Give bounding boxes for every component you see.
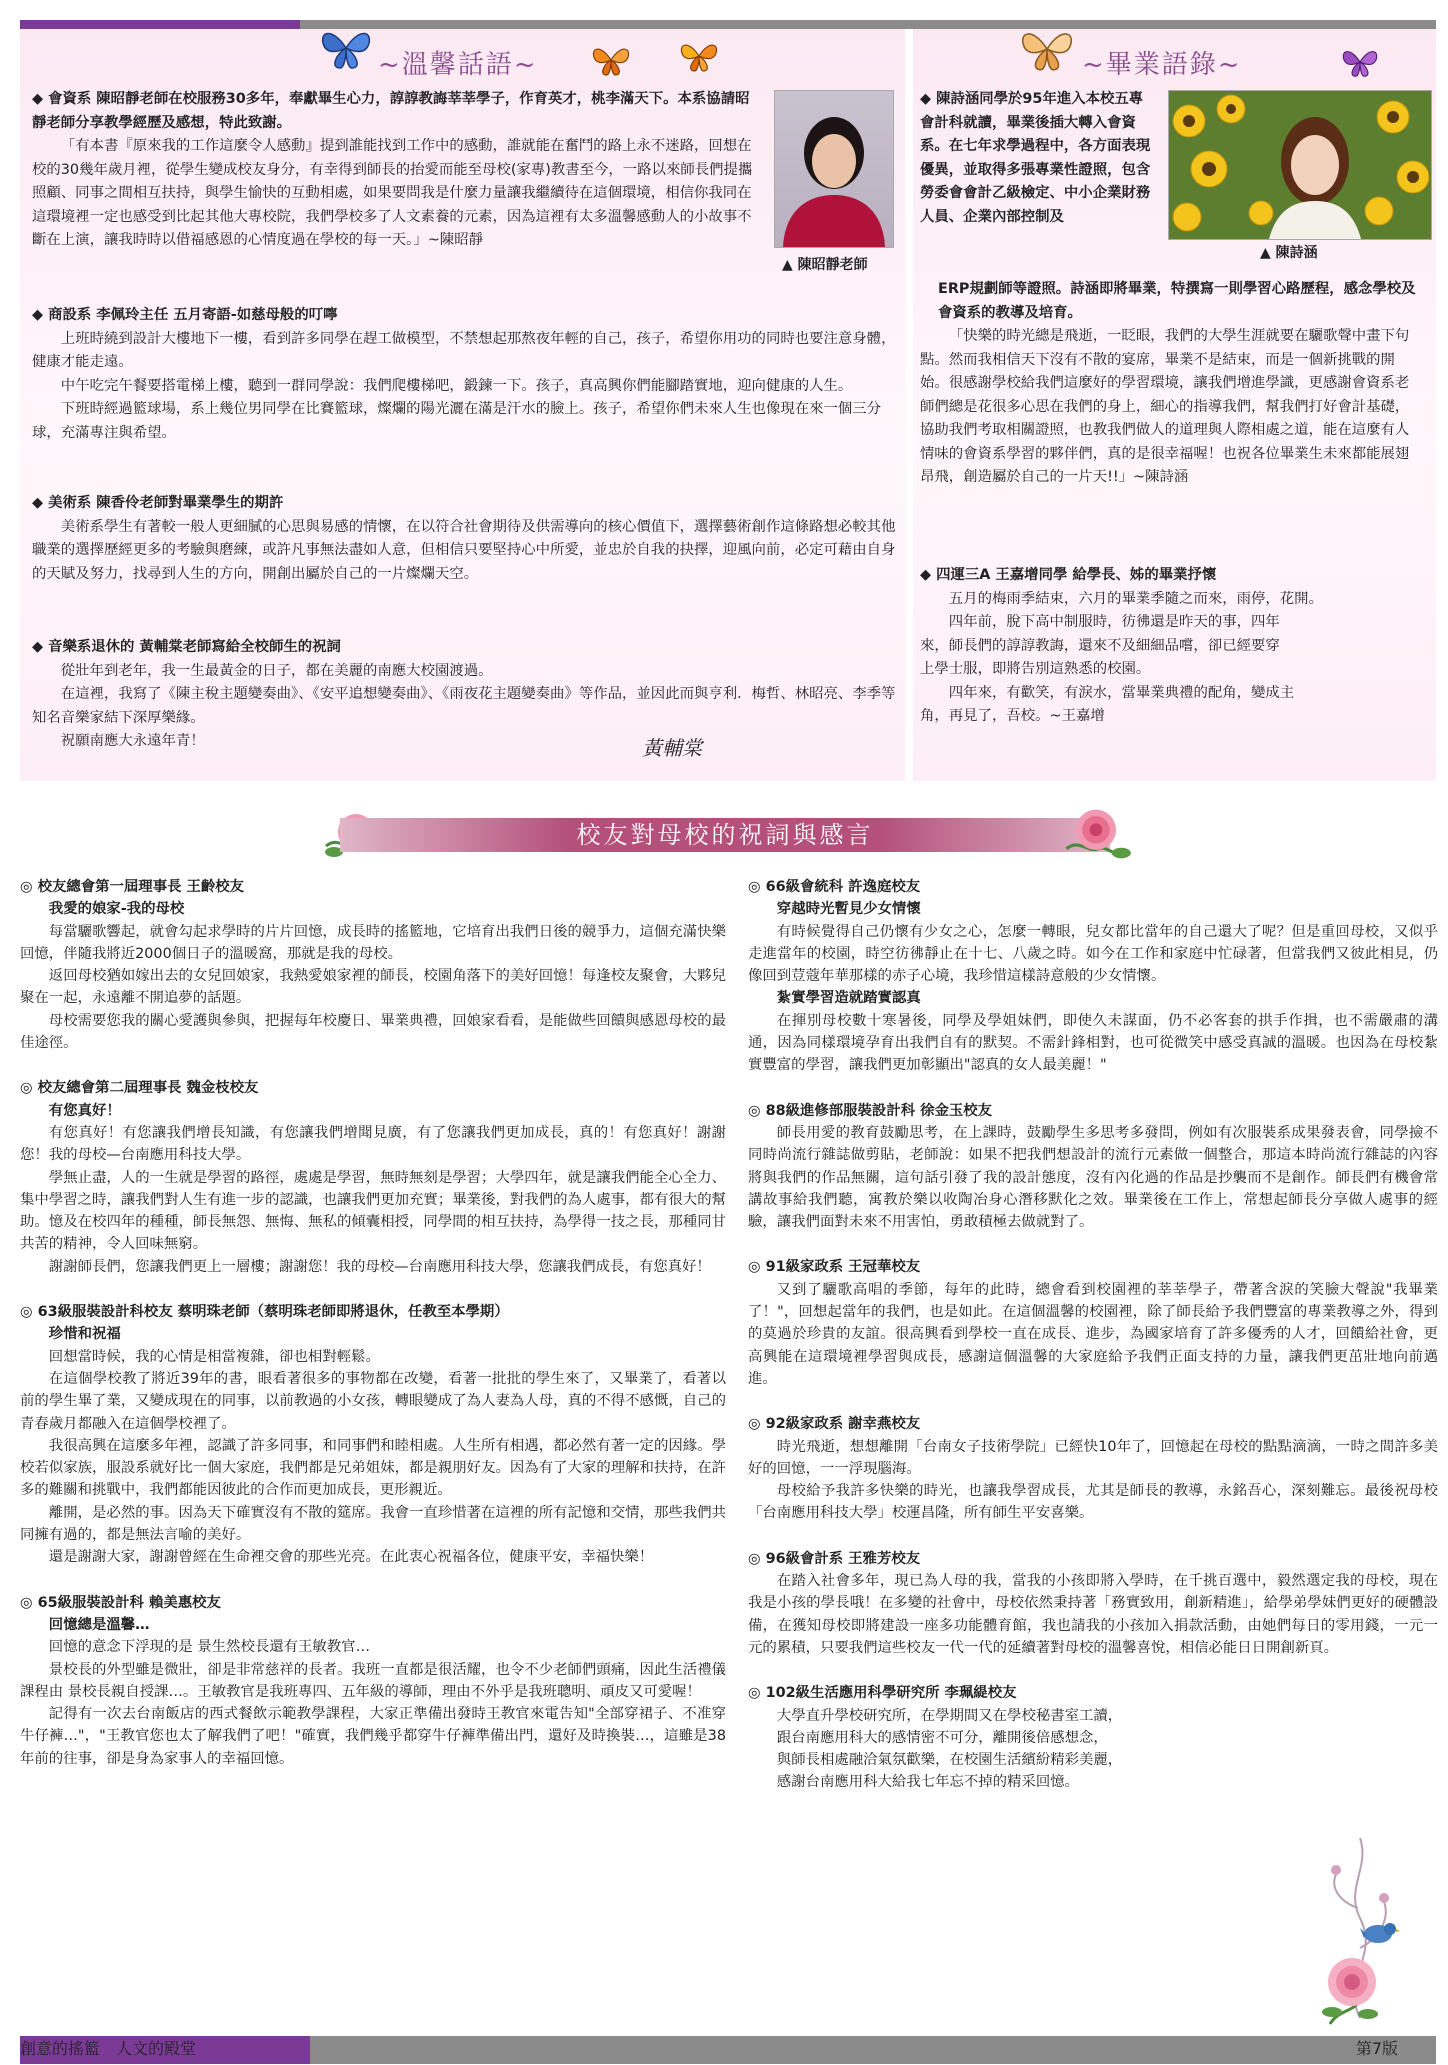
entry-body: 「有本書『原來我的工作這麼令人感動』提到誰能找到工作中的感動，誰就能在奮鬥的路上永不迷路，回想在校的30幾年歲月裡，從學生變成校友身分，有幸得到師長的抬愛而能至母校(家專)教書至今，一路以來師長們提攜照顧、同事之間相互扶持，與學生愉快的互動相處，如果要問我是什麼力量讓我繼續待在這個環境，相信你我同在這環境裡一定也感受到比起其他大專校院，我們學校多了人文素養的元素，因為這裡有太多溫馨感動人的小故事不斷在上演，讓我時時以借福感恩的心情度過在學校的每一天。」~陳昭靜 xyxy=(32,138,753,248)
warm-entry-li xyxy=(32,304,898,445)
alumni-paragraph: 景校長的外型雖是微壯，卻是非常慈祥的長者。我班一直都是很活耀，也令不少老師們頭痛，因此生活禮儀課程由 景校長親自授課…。王敏教官是我班專四、五年級的導師，理由不外乎是我班聰明、頑皮又可愛喔！ xyxy=(20,1661,726,1700)
alumni-paragraph: 還是謝謝大家，謝謝曾經在生命裡交會的那些光亮。在此衷心祝福各位，健康平安，幸福快樂！ xyxy=(48,1549,654,1566)
alumni-heading: ◎ 校友總會第二屆理事長 魏金枝校友 xyxy=(20,1080,259,1097)
alumni-line: 大學直升學校研究所，在學期間又在學校秘書室工讀， xyxy=(776,1707,1123,1724)
alumni-paragraph: 母校給予我許多快樂的時光，也讓我學習成長，尤其是師長的教導，永銘吾心，深刻難忘。最後祝母校「台南應用科技大學」校運昌隆，所有師生平安喜樂。 xyxy=(748,1483,1438,1522)
alumni-section-title: 校友對母校的祝詞與感言 xyxy=(576,821,874,849)
alumni-paragraph: 時光飛逝，想想離開「台南女子技術學院」已經快10年了，回憶起在母校的點點滴滴，一時之間許多美好的回憶，一一浮現腦海。 xyxy=(748,1438,1438,1477)
entry-paragraph: 中午吃完午餐要搭電梯上樓，聽到一群同學說：我們爬樓梯吧，鍛鍊一下。孩子，真高興你們能腳踏實地，迎向健康的人生。 xyxy=(60,377,853,394)
alumni-subtitle: 穿越時光暫見少女情懷 xyxy=(776,901,921,918)
alumni-entry xyxy=(748,1100,1438,1234)
alumni-heading: ◎ 102級生活應用科學研究所 李珮緹校友 xyxy=(748,1685,1017,1702)
entry-paragraph: 在這裡，我寫了《陳主稅主題變奏曲》、《安平追想變奏曲》、《雨夜花主題變奏曲》等作品，並因此而與亨利．梅哲、林昭亮、李季等知名音樂家結下深厚樂緣。 xyxy=(32,686,896,726)
alumni-paragraph: 回想當時候，我的心情是相當複雜，卻也相對輕鬆。 xyxy=(48,1348,380,1365)
entry-paragraph: 四年前，脫下高中制服時，彷彿還是昨天的事，四年來，師長們的諄諄教誨，還來不及細細品嚐，卻已經要穿上學士服，即將告別這熟悉的校園。 xyxy=(920,614,1280,677)
entry-heading: ◆ 會資系 陳昭靜老師在校服務30多年，奉獻畢生心力，諄諄教誨莘莘學子，作育英才，桃李滿天下。本系協請昭靜老師分享教學經歷及感想，特此致謝。 xyxy=(32,91,750,131)
alumni-subtitle: 紮實學習造就踏實認真 xyxy=(776,990,921,1007)
entry-paragraph: 五月的梅雨季結束，六月的畢業季隨之而來，雨停，花開。 xyxy=(948,590,1323,607)
alumni-heading: ◎ 92級家政系 謝幸燕校友 xyxy=(748,1416,921,1433)
alumni-heading: ◎ 91級家政系 王冠華校友 xyxy=(748,1259,921,1276)
bird-icon xyxy=(1360,1920,1400,1946)
entry-paragraph: 下班時經過籃球場，系上幾位男同學在比賽籃球，燦爛的陽光灑在滿是汗水的臉上。孩子，希望你們未來人生也像現在來一個三分球，充滿專注與希望。 xyxy=(32,401,882,441)
butterfly-icon xyxy=(1018,24,1076,74)
teacher-photo-caption: ▲ 陳昭靜老師 xyxy=(782,257,868,273)
alumni-entry xyxy=(20,876,726,1054)
butterfly-icon xyxy=(678,36,720,76)
entry-paragraph: 祝願南應大永遠年青！ xyxy=(60,733,205,749)
top-rule-accent xyxy=(20,20,300,29)
entry-heading-cont: ERP規劃師等證照。詩涵即將畢業，特撰寫一則學習心路歷程，感念學校及會資系的教導及培育。 xyxy=(938,281,1416,321)
warm-entry-huang xyxy=(32,636,898,754)
alumni-entry xyxy=(748,1682,1438,1793)
alumni-entry xyxy=(20,1077,726,1278)
portrait-image xyxy=(775,91,893,247)
alumni-entry xyxy=(748,1548,1438,1659)
alumni-line: 感謝台南應用科大給我七年忘不掉的精采回憶。 xyxy=(776,1774,1080,1791)
alumni-entry xyxy=(20,1592,726,1770)
alumni-subtitle: 珍惜和祝福 xyxy=(48,1326,121,1343)
alumni-heading: ◎ 96級會計系 王雅芳校友 xyxy=(748,1550,921,1567)
alumni-line: 與師長相處融洽氣氛歡樂，在校園生活繽紛精彩美麗， xyxy=(776,1752,1123,1769)
alumni-paragraph: 我很高興在這麼多年裡，認識了許多同事，和同事們和睦相處。人生所有相遇，都必然有著一定的因緣。學校若似家族，服設系就好比一個大家庭，我們都是兄弟姐妹，都是親朋好友。因為有了大家的理解和扶持，在許多的難關和挑戰中，我們都能因彼此的合作而更加成長，更形親近。 xyxy=(20,1437,726,1499)
signature: 黃輔棠 xyxy=(642,736,702,760)
warm-entry-chen xyxy=(32,88,760,253)
alumni-heading: ◎ 66級會統科 許逸庭校友 xyxy=(748,879,921,895)
butterfly-icon xyxy=(590,42,632,78)
alumni-paragraph: 有時候覺得自己仍懷有少女之心，怎麼一轉眼，兒女都比當年的自己還大了呢？但是重回母校，又似乎走進當年的校園，時空彷彿靜止在十七、八歲之時。如今在工作和家庭中忙碌著，但當我們又彼此相見，仍像回到荳蔻年華那樣的赤子心境，我珍惜這樣詩意般的少女情懷。 xyxy=(748,923,1438,985)
alumni-paragraph: 記得有一次去台南飯店的西式餐飲示範教學課程，大家正準備出發時王教官來電告知"全部穿裙子、不准穿牛仔褲…"，"王教官您也太了解我們了吧！"確實，我們幾乎都穿牛仔褲準備出門，還好及時換裝…，這雖是38年前的往事，卻是身為家事人的幸福回憶。 xyxy=(20,1706,726,1767)
alumni-entry xyxy=(20,1301,726,1569)
alumni-paragraph: 離開，是必然的事。因為天下確實沒有不散的筵席。我會一直珍惜著在這裡的所有記憶和交情，那些我們共同擁有過的，都是無法言喻的美好。 xyxy=(20,1504,726,1544)
warm-entry-art xyxy=(32,492,898,586)
butterfly-icon xyxy=(1340,42,1380,82)
footer-slogan: 創意的搖籃 人文的殿堂 xyxy=(20,2039,197,2058)
teacher-photo xyxy=(774,90,894,248)
entry-paragraph: 上班時繞到設計大樓地下一樓，看到許多同學在趕工做模型，不禁想起那熬夜年輕的自己，孩子，希望你用功的同時也要注意身體，健康才能走遠。 xyxy=(32,330,896,370)
alumni-subtitle: 有您真好！ xyxy=(48,1102,121,1119)
alumni-right-column xyxy=(748,876,1438,1817)
graduation-entry-wang xyxy=(920,564,1420,729)
entry-heading: ◆ 美術系 陳香伶老師對畢業學生的期許 xyxy=(32,495,284,511)
page-footer xyxy=(20,2036,1436,2064)
graduation-entry-chen xyxy=(920,88,1420,229)
alumni-paragraph: 師長用愛的教育鼓勵思考，在上課時，鼓勵學生多思考多發問，例如有次服裝系成果發表會，同學撿不同時尚流行雜誌做剪貼，老師說：如果不把我們想設計的流行元素做一個整合，那這本時尚流行雜誌的內容將與我們的作品無關，這句話引發了我的設計態度，沒有內化過的作品是抄襲而不是創作。師長們有機會常講故事給我們聽，寓教於樂以收陶冶身心潛移默化之效。畢業後在工作上，常想起師長分享做人處事的經驗，讓我們面對未來不用害怕，勇敢積極去做就對了。 xyxy=(748,1124,1438,1231)
entry-heading: ◆ 商設系 李佩玲主任 五月寄語-如慈母般的叮嚀 xyxy=(32,307,338,323)
alumni-paragraph: 回憶的意念下浮現的是 景生然校長還有王敏教官… xyxy=(48,1639,370,1656)
student-photo-caption: ▲ 陳詩涵 xyxy=(1260,245,1318,261)
alumni-paragraph: 在踏入社會多年，現已為人母的我，當我的小孩即將入學時，在千挑百選中，毅然選定我的母校，現在我是小孩的學長哦！在多變的社會中，母校依然秉持著「務實致用，創新精進」，給學弟學妹們更好的硬體設備，在獲知母校即將建設一座多功能體育館，我也請我的小孩加入捐款活動，由她們每日的零用錢，一元一元的累積，只要我們這些校友一代一代的延續著對母校的溫馨喜悅，相信必能日日開創新頁。 xyxy=(748,1573,1438,1656)
alumni-heading: ◎ 63級服裝設計科校友 蔡明珠老師（蔡明珠老師即將退休，任教至本學期） xyxy=(20,1304,509,1321)
graduation-title: ~畢業語錄~ xyxy=(1082,50,1242,80)
entry-paragraph: 從壯年到老年，我一生最黃金的日子，都在美麗的南應大校園渡過。 xyxy=(60,662,493,679)
rose-icon xyxy=(1060,802,1134,866)
alumni-heading: ◎ 88級進修部服裝設計科 徐金玉校友 xyxy=(748,1102,993,1119)
alumni-paragraph: 謝謝師長們，您讓我們更上一層樓；謝謝您！我的母校—台南應用科技大學，您讓我們成長，有您真好！ xyxy=(48,1258,711,1275)
alumni-paragraph: 在這個學校教了將近39年的書，眼看著很多的事物都在改變，看著一批批的學生來了，又畢業了，看著以前的學生畢了業，又變成現在的同事，以前教過的小女孩，轉眼變成了為人妻為人母，真的不得不感慨，自己的青春歲月都融入在這個學校裡了。 xyxy=(20,1370,726,1432)
alumni-paragraph: 每當驪歌響起，就會勾起求學時的片片回憶，成長時的搖籃地，它培育出我們日後的競爭力，這個充滿快樂回憶，伴隨我將近2000個日子的溫暖窩，那就是我的母校。 xyxy=(20,923,726,962)
entry-heading: ◆ 四運三A 王嘉增同學 給學長、姊的畢業抒懷 xyxy=(920,567,1217,583)
alumni-paragraph: 又到了驪歌高唱的季節，每年的此時，總會看到校園裡的莘莘學子，帶著含淚的笑臉大聲說"我畢業了！"，回想起當年的我們，也是如此。在這個溫馨的校園裡，除了師長給予我們豐富的專業教導之外，得到的莫過於珍貴的友誼。很高興看到學校一直在成長、進步，為國家培育了許多優秀的人才，回饋給社會，更高興能在這環境裡學習與成長，感謝這個溫馨的大家庭給予我們正面支持的力量，讓我們更茁壯地向前邁進。 xyxy=(748,1281,1438,1387)
alumni-entry xyxy=(748,1413,1438,1524)
alumni-subtitle: 我愛的娘家-我的母校 xyxy=(48,901,185,918)
alumni-paragraph: 有您真好！有您讓我們增長知識，有您讓我們增聞見廣，有了您讓我們更加成長，真的！有您真好！謝謝您！我的母校—台南應用科技大學。 xyxy=(20,1124,726,1164)
entry-heading: ◆ 陳詩涵同學於95年進入本校五專會計科就讀，畢業後插大轉入會資系。在七年求學過程中，各方面表現優異，並取得多張專業性證照，包含勞委會會計乙級檢定、中小企業財務人員、企業內部控制及 xyxy=(920,91,1151,225)
alumni-left-column xyxy=(20,876,726,1793)
alumni-line: 跟台南應用科大的感情密不可分，離開後倍感想念， xyxy=(776,1729,1108,1746)
alumni-paragraph: 學無止盡，人的一生就是學習的路徑，處處是學習，無時無刻是學習；大學四年，就是讓我們能全心全力、集中學習之時，讓我們對人生有進一步的認識，也讓我們更加充實；畢業後，對我們的為人處事，都有很大的幫助。憶及在校四年的種種，師長無怨、無悔、無私的傾囊相授，同學間的相互扶持，為學得一技之長，那種同甘共苦的精神，令人回味無窮。 xyxy=(20,1169,726,1253)
page-number: 第7版 xyxy=(1355,2039,1398,2058)
entry-body: 美術系學生有著較一般人更細膩的心思與易感的情懷，在以符合社會期待及供需導向的核心價值下，選擇藝術創作這條路想必較其他職業的選擇歷經更多的考驗與磨練，或許凡事無法盡如人意，但相信只要堅持心中所愛，並忠於自我的抉擇，迎風向前，必定可藉由自身的天賦及努力，找尋到人生的方向，開創出屬於自己的一片燦爛天空。 xyxy=(32,518,896,582)
alumni-heading: ◎ 65級服裝設計科 賴美惠校友 xyxy=(20,1594,221,1611)
alumni-heading: ◎ 校友總會第一屆理事長 王齡校友 xyxy=(20,879,245,895)
graduation-entry-chen-cont xyxy=(920,278,1420,490)
rose-icon xyxy=(1310,1950,1390,2028)
warm-words-title: ~溫馨話語~ xyxy=(378,50,538,80)
alumni-paragraph: 母校需要您我的關心愛護與參與，把握每年校慶日、畢業典禮，回娘家看看，是能做些回饋與感恩母校的最佳途徑。 xyxy=(20,1012,726,1052)
alumni-entry xyxy=(748,876,1438,1077)
entry-paragraph: 四年來，有歡笑，有淚水，當畢業典禮的配角，變成主角，再見了，吾校。~王嘉增 xyxy=(920,684,1295,724)
top-rule xyxy=(20,20,1436,29)
entry-body: 「快樂的時光總是飛逝，一眨眼，我們的大學生涯就要在驪歌聲中畫下句點。然而我相信天下沒有不散的宴席，畢業不是結束，而是一個新挑戰的開始。很感謝學校給我們這麼好的學習環境，讓我們增進學識，更感謝會資系老師們總是花很多心思在我們的身上，細心的指導我們，幫我們打好會計基礎，協助我們考取相關證照，也教我們做人的道理與人際相處之道，能在這麼有人情味的會資系學習的夥伴們，真的是很幸福喔！也祝各位畢業生未來都能展翅昂飛，創造屬於自己的一片天!!」~陳詩涵 xyxy=(920,328,1410,485)
alumni-entry xyxy=(748,1256,1438,1390)
butterfly-icon xyxy=(318,24,374,72)
alumni-paragraph: 返回母校猶如嫁出去的女兒回娘家，我熱愛娘家裡的師長，校園角落下的美好回憶！每逢校友聚會，大夥兒聚在一起，永遠離不開追夢的話題。 xyxy=(20,968,726,1007)
alumni-paragraph: 在揮別母校數十寒暑後，同學及學姐妹們，即使久未謀面，仍不必客套的拱手作揖，也不需嚴肅的溝通，因為同樣環境孕育出我們自有的默契。不需針鋒相對，也可從微笑中感受真誠的溫暖。也因為在母校紮實豐富的學習，讓我們更加彰顯出"認真的女人最美麗！" xyxy=(748,1012,1438,1074)
alumni-section-band xyxy=(340,818,1110,852)
entry-heading: ◆ 音樂系退休的 黃輔棠老師寫給全校師生的祝詞 xyxy=(32,639,341,655)
alumni-subtitle: 回憶總是溫馨… xyxy=(48,1616,150,1633)
